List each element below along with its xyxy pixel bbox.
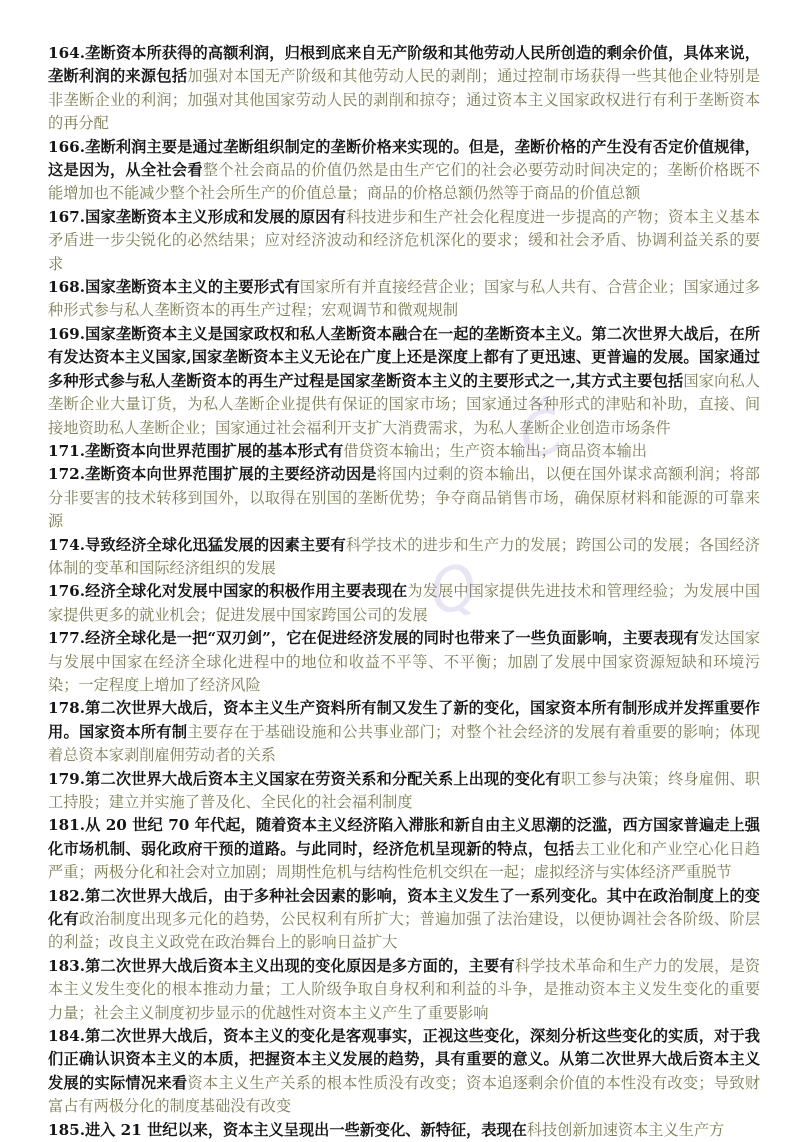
question-item xyxy=(48,697,760,767)
question-stem: 169.国家垄断资本主义是国家政权和私人垄断资本融合在一起的垄断资本主义。第二次世界大战后，在所有发达资本主义国家,国家垄断资本主义无论在广度上还是深度上都有了更迅速、更普遍的发展。国家通过多种形式参与私人垄断资本的再生产过程是国家垄断资本主义的主要形式之一,其方式主要包括 xyxy=(48,324,760,390)
question-item xyxy=(48,206,760,276)
question-stem: 178.第二次世界大战后，资本主义生产资料所有制又发生了新的变化，国家资本所有制形成并发挥重要作用。国家资本所有制 xyxy=(48,699,760,741)
question-stem: 167.国家垄断资本主义形成和发展的原因有 xyxy=(48,207,346,226)
watermark-mark-1: Č xyxy=(510,395,572,475)
question-stem: 181.从 20 世纪 70 年代起，随着资本主义经济陷入滞胀和新自由主义思潮的泛滥，西方国家普遍走上强化市场机制、弱化政府干预的道路。与此同时，经济危机呈现新的特点，包括 xyxy=(48,816,760,858)
question-item xyxy=(48,768,760,815)
answer-text: 加强对本国无产阶级和其他劳动人民的剥削；通过控制市场获得一些其他企业特别是非垄断企业的利润；加强对其他国家劳动人民的剥削和掠夺；通过资本主义国家政权进行有利于垄断资本的再分配 xyxy=(48,67,761,133)
answer-text: 国家所有并直接经营企业；国家与私人共有、合营企业；国家通过多种形式参与私人垄断资本的再生产过程；宏观调节和微观规制 xyxy=(48,278,760,320)
question-stem: 166.垄断利润主要是通过垄断组织制定的垄断价格来实现的。但是，垄断价格的产生没有否定价值规律，这是因为，从全社会看 xyxy=(48,137,760,180)
answer-text: 科学技术革命和生产力的发展，是资本主义发生变化的根本推动力量；工人阶级争取自身权利和利益的斗争，是推动资本主义发生变化的重要力量；社会主义制度初步显示的优越性对资本主义产生了重要影响 xyxy=(48,956,761,1022)
watermark-mark-2: Q xyxy=(420,549,487,631)
question-item xyxy=(48,42,760,136)
answer-text: 职工参与决策；终身雇佣、职工持股；建立并实施了普及化、全民化的社会福利制度 xyxy=(48,769,760,811)
question-stem: 179.第二次世界大战后资本主义国家在劳资关系和分配关系上出现的变化有 xyxy=(48,769,561,788)
answer-text: 整个社会商品的价值仍然是由生产它们的社会必要劳动时间决定的；垄断价格既不能增加也不能减少整个社会所生产的价值总量；商品的价格总额仍然等于商品的价值总额 xyxy=(48,161,761,203)
question-stem: 184.第二次世界大战后，资本主义的变化是客观事实，正视这些变化，深刻分析这些变化的实质，对于我们正确认识资本主义的本质，把握资本主义发展的趋势，具有重要的意义。从第二次世界大战后资本主义发展的实际情况来看 xyxy=(48,1027,760,1092)
question-stem: 168.国家垄断资本主义的主要形式有 xyxy=(48,278,300,297)
question-item xyxy=(48,534,760,581)
question-item xyxy=(48,136,760,206)
answer-text: 去工业化和产业空心化日趋严重；两极分化和社会对立加剧；周期性危机与结构性危机交织在一起；虚拟经济与实体经济严重脱节 xyxy=(48,839,761,882)
question-stem: 177.经济全球化是一把“双刃剑”，它在促进经济发展的同时也带来了一些负面影响，主要表现有 xyxy=(48,629,699,648)
question-item xyxy=(48,885,760,955)
question-stem: 172.垄断资本向世界范围扩展的主要经济动因是 xyxy=(48,465,377,484)
question-item xyxy=(48,1119,760,1142)
answer-text: 发达国家与发展中国家在经济全球化进程中的地位和收益不平等、不平衡；加剧了发展中国家资源短缺和环境污染；一定程度上增加了经济风险 xyxy=(48,629,761,694)
question-item xyxy=(48,323,760,440)
question-item xyxy=(48,580,760,627)
question-item xyxy=(48,955,760,1025)
question-stem: 182.第二次世界大战后，由于多种社会因素的影响，资本主义发生了一系列变化。其中在政治制度上的变化有 xyxy=(48,886,760,929)
question-stem: 164.垄断资本所获得的高额利润，归根到底来自无产阶级和其他劳动人民所创造的剩余价值，具体来说，垄断利润的来源包括 xyxy=(48,44,760,86)
answer-text: 科学技术的进步和生产力的发展；跨国公司的发展；各国经济体制的变革和国际经济组织的发展 xyxy=(48,535,761,577)
answer-text: 为发展中国家提供先进技术和管理经验；为发展中国家提供更多的就业机会；促进发展中国家跨国公司的发展 xyxy=(48,582,761,624)
question-stem: 183.第二次世界大战后资本主义出现的变化原因是多方面的，主要有 xyxy=(48,956,515,975)
question-item xyxy=(48,627,760,697)
question-stem: 176.经济全球化对发展中国家的积极作用主要表现在 xyxy=(48,582,408,601)
answer-text: 主要存在于基础设施和公共事业部门；对整个社会经济的发展有着重要的影响；体现着总资本家剥削雇佣劳动者的关系 xyxy=(48,722,761,765)
question-item xyxy=(48,1025,760,1119)
answer-text: 借贷资本输出；生产资本输出；商品资本输出 xyxy=(343,441,647,460)
answer-text: 国家向私人垄断企业大量订货，为私人垄断企业提供有保证的国家市场；国家通过各种形式的津贴和补助，直接、间接地资助私人垄断企业；国家通过社会福利开支扩大消费需求，为私人垄断企业创造市场条件 xyxy=(48,371,760,437)
question-stem: 185.进入 21 世纪以来，资本主义呈现出一些新变化、新特征，表现在 xyxy=(48,1120,527,1139)
question-stem: 171.垄断资本向世界范围扩展的基本形式有 xyxy=(48,441,344,460)
answer-text: 将国内过剩的资本输出，以便在国外谋求高额利润；将部分非要害的技术转移到国外，以取得在别国的垄断优势；争夺商品销售市场，确保原材料和能源的可靠来源 xyxy=(48,465,760,531)
question-item xyxy=(48,276,760,323)
question-list xyxy=(48,42,760,1142)
question-item xyxy=(48,440,760,463)
question-stem: 174.导致经济全球化迅猛发展的因素主要有 xyxy=(48,535,346,554)
question-item xyxy=(48,463,760,533)
question-item xyxy=(48,814,760,884)
answer-text: 科技创新加速资本主义生产方 xyxy=(526,1120,725,1139)
answer-text: 政治制度出现多元化的趋势，公民权利有所扩大；普遍加强了法治建设，以便协调社会各阶级、阶层的利益；改良主义政党在政治舞台上的影响日益扩大 xyxy=(48,910,761,952)
answer-text: 科技进步和生产社会化程度进一步提高的产物；资本主义基本矛盾进一步尖锐化的必然结果；应对经济波动和经济危机深化的要求；缓和社会矛盾、协调利益关系的要求 xyxy=(48,207,761,273)
answer-text: 资本主义生产关系的根本性质没有改变；资本追逐剩余价值的本性没有改变；导致财富占有两极分化的制度基础没有改变 xyxy=(48,1073,761,1116)
